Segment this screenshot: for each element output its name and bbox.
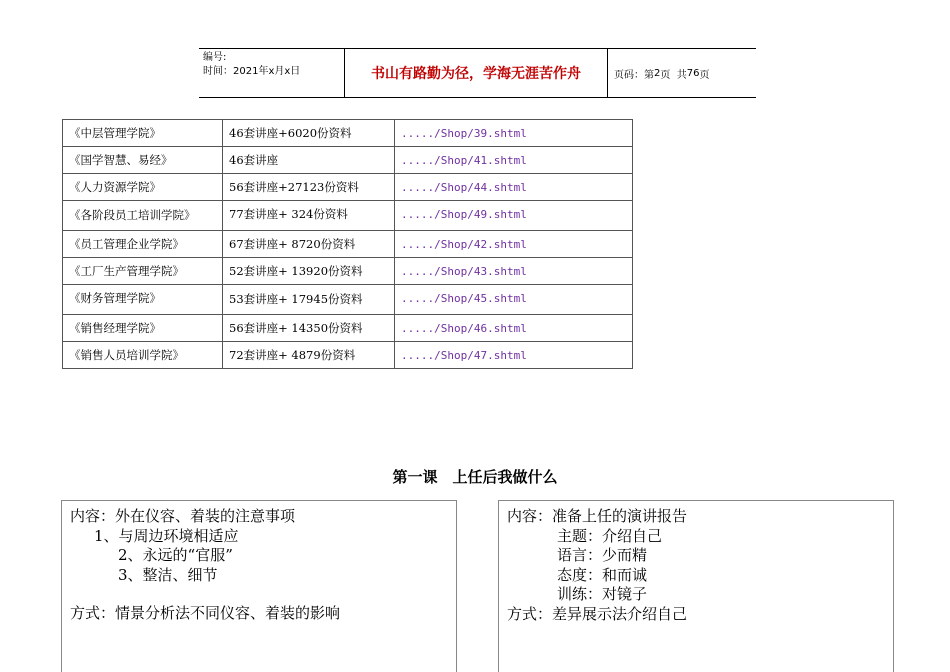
course-link[interactable]: ...../Shop/42.shtml [395,231,633,258]
course-desc: 56套讲座+ 14350份资料 [223,315,395,342]
number-label: 编号: [203,52,227,63]
table-row [63,285,633,315]
course-link[interactable]: ...../Shop/49.shtml [395,201,633,231]
course-name: 《人力资源学院》 [63,174,223,201]
left-item-2: 2、永远的“官服” [118,546,233,564]
course-name: 《财务管理学院》 [63,285,223,315]
page-end: 页 [699,69,710,81]
right-method-line: 方式：差异展示法介绍自己 [507,604,688,623]
course-link[interactable]: ...../Shop/45.shtml [395,285,633,315]
lesson-left-box [61,500,457,672]
course-desc: 52套讲座+ 13920份资料 [223,258,395,285]
course-name: 《销售经理学院》 [63,315,223,342]
course-desc: 77套讲座+ 324份资料 [223,201,395,231]
course-name: 《工厂生产管理学院》 [63,258,223,285]
course-link[interactable]: ...../Shop/43.shtml [395,258,633,285]
spacer [70,585,448,604]
course-name: 《销售人员培训学院》 [63,342,223,369]
course-name: 《员工管理企业学院》 [63,231,223,258]
table-row [63,342,633,369]
left-item-3: 3、整洁、细节 [118,565,218,584]
left-method-line: 方式：情景分析法不同仪容、着装的影响 [70,604,341,622]
table-row [63,147,633,174]
left-content-line: 内容：外在仪容、着装的注意事项 [70,507,296,525]
course-desc: 53套讲座+ 17945份资料 [223,285,395,315]
course-link[interactable]: ...../Shop/39.shtml [395,120,633,147]
course-link[interactable]: ...../Shop/41.shtml [395,147,633,174]
right-content-line: 内容：准备上任的演讲报告 [507,507,688,525]
right-attitude: 态度：和而诚 [557,565,648,584]
right-topic: 主题：介绍自己 [557,526,663,545]
page-current: 2 [654,67,661,79]
course-name: 《国学智慧、易经》 [63,147,223,174]
page-label: 页码：第 [614,69,654,81]
table-row [63,120,633,147]
right-language: 语言：少而精 [557,546,648,564]
course-desc: 67套讲座+ 8720份资料 [223,231,395,258]
left-item-1: 1、与周边环境相适应 [94,526,239,545]
table-row [63,174,633,201]
course-name: 《各阶段员工培训学院》 [63,201,223,231]
page-header [199,48,756,98]
lesson-title: 第一课 上任后我做什么 [392,468,558,486]
time-label: 时间：2021年x月x日 [203,66,301,77]
page-counter [608,49,756,97]
course-desc: 46套讲座+6020份资料 [223,120,395,147]
page-total: 76 [686,67,700,79]
table-row [63,258,633,285]
course-desc: 46套讲座 [223,147,395,174]
table-row [63,201,633,231]
course-link[interactable]: ...../Shop/46.shtml [395,315,633,342]
right-training: 训练：对镜子 [557,585,648,603]
course-desc: 56套讲座+27123份资料 [223,174,395,201]
header-meta [199,49,345,97]
course-name: 《中层管理学院》 [63,120,223,147]
page-mid: 页 共 [660,69,687,81]
course-link[interactable]: ...../Shop/47.shtml [395,342,633,369]
course-desc: 72套讲座+ 4879份资料 [223,342,395,369]
course-link[interactable]: ...../Shop/44.shtml [395,174,633,201]
table-row [63,315,633,342]
course-table [62,119,633,369]
table-row [63,231,633,258]
header-motto: 书山有路勤为径，学海无涯苦作舟 [345,49,608,97]
lesson-right-box [498,500,894,672]
